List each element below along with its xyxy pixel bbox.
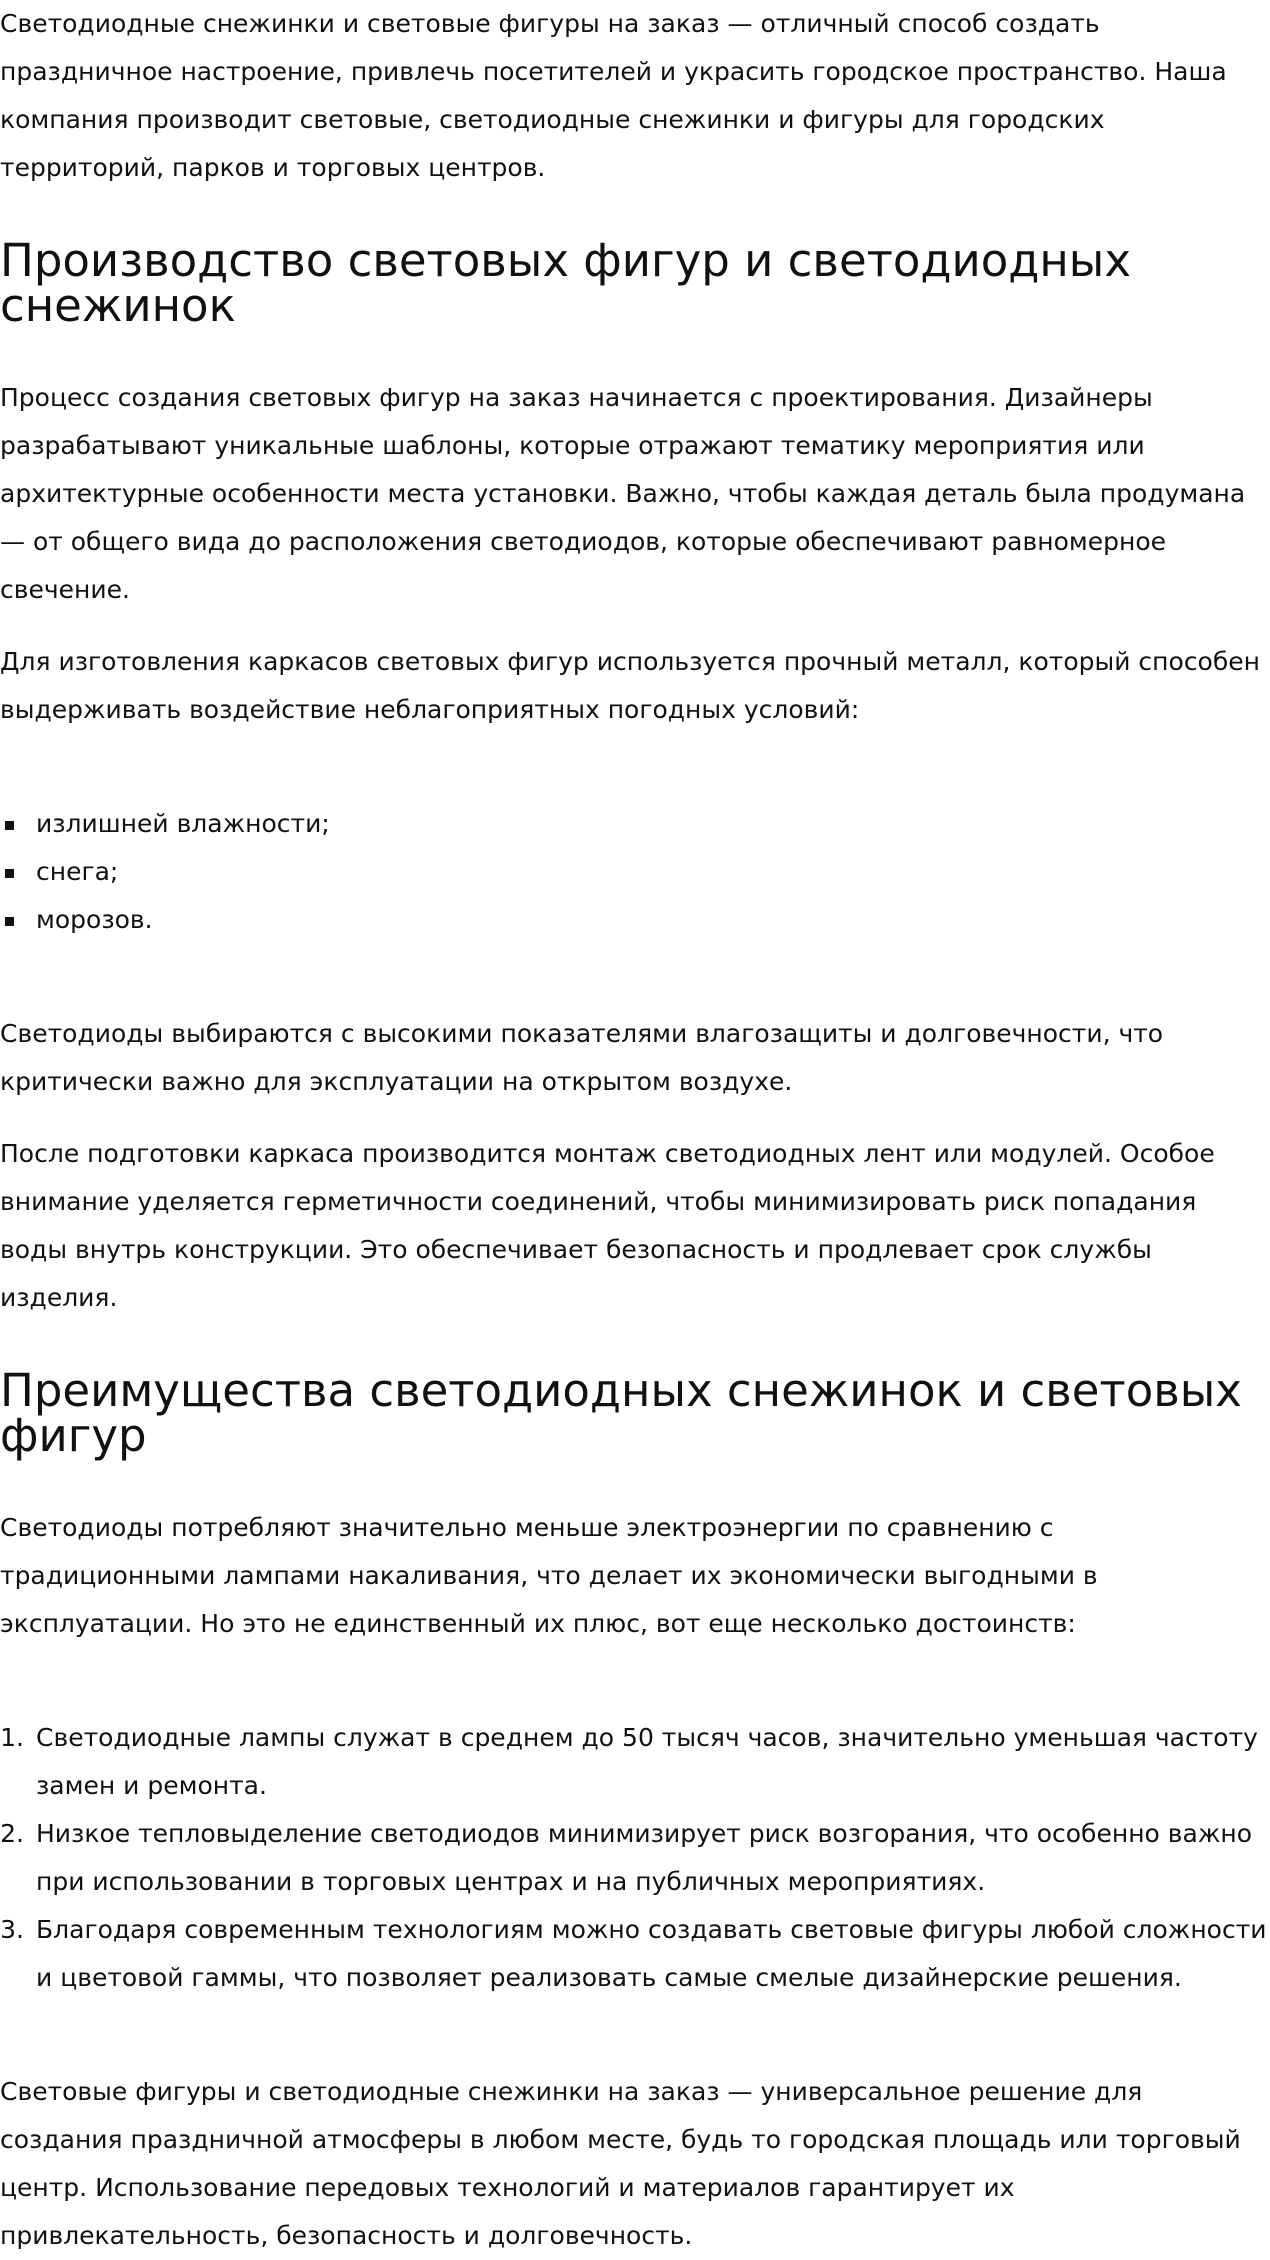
list-item-text: излишней влажности; (36, 809, 330, 838)
square-bullet-icon (5, 869, 14, 878)
list-item (0, 896, 1270, 944)
paragraph: Светодиоды потребляют значительно меньше электроэнергии по сравнению с традиционными лампами накаливания, что делает их экономически выгодными в эксплуатации. Но это не единственный их плюс, вот еще несколько достоинств: (0, 1513, 1098, 1638)
list-item-text: Низкое тепловыделение светодиодов минимизирует риск возгорания, что особенно важно при использовании в торговых центрах и на публичных мероприятиях. (36, 1819, 1252, 1896)
paragraph: Светодиоды выбираются с высокими показателями влагозащиты и долговечности, что критически важно для эксплуатации на открытом воздухе. (0, 1019, 1164, 1096)
closing-paragraph: Световые фигуры и светодиодные снежинки на заказ — универсальное решение для создания праздничной атмосферы в любом месте, будь то городская площадь или торговый центр. Использование передовых технологий и материалов гарантирует их привлекательность, безопасность и долговечность. (0, 2077, 1241, 2250)
list-item-number: 1 . (0, 1714, 24, 1762)
list-item-number: 3 . (0, 1906, 24, 1954)
list-item-text: морозов. (36, 905, 153, 934)
list-item (0, 800, 1270, 848)
square-bullet-icon (5, 821, 14, 830)
section-heading-production: Производство световых фигур и светодиодных снежинок (0, 234, 1131, 332)
weather-conditions-list (0, 800, 1270, 944)
paragraph: Процесс создания световых фигур на заказ начинается с проектирования. Дизайнеры разрабатывают уникальные шаблоны, которые отражают тематику мероприятия или архитектурные особенности места установки. Важно, чтобы каждая деталь была продумана — от общего вида до расположения светодиодов, которые обеспечивают равномерное свечение. (0, 383, 1246, 604)
intro-paragraph: Светодиодные снежинки и световые фигуры на заказ — отличный способ создать праздничное настроение, привлечь посетителей и украсить городское пространство. Наша компания производит световые, светодиодные снежинки и фигуры для городских территорий, парков и торговых центров. (0, 9, 1227, 182)
paragraph: Для изготовления каркасов световых фигур используется прочный металл, который способен выдерживать воздействие неблагоприятных погодных условий: (0, 647, 1260, 724)
list-item (0, 1714, 1270, 1810)
list-item-number: 2 . (0, 1810, 24, 1858)
square-bullet-icon (5, 917, 14, 926)
list-item (0, 1810, 1270, 1906)
section-heading-advantages: Преимущества светодиодных снежинок и световых фигур (0, 1364, 1242, 1462)
list-item-text: Благодаря современным технологиям можно создавать световые фигуры любой сложности и цветовой гаммы, что позволяет реализовать самые смелые дизайнерские решения. (36, 1915, 1267, 1992)
paragraph: После подготовки каркаса производится монтаж светодиодных лент или модулей. Особое внимание уделяется герметичности соединений, чтобы минимизировать риск попадания воды внутрь конструкции. Это обеспечивает безопасность и продлевает срок службы изделия. (0, 1139, 1215, 1312)
advantages-list (0, 1714, 1270, 2002)
list-item (0, 1906, 1270, 2002)
list-item-text: снега; (36, 857, 119, 886)
list-item (0, 848, 1270, 896)
list-item-text: Светодиодные лампы служат в среднем до 50 тысяч часов, значительно уменьшая частоту замен и ремонта. (36, 1723, 1258, 1800)
